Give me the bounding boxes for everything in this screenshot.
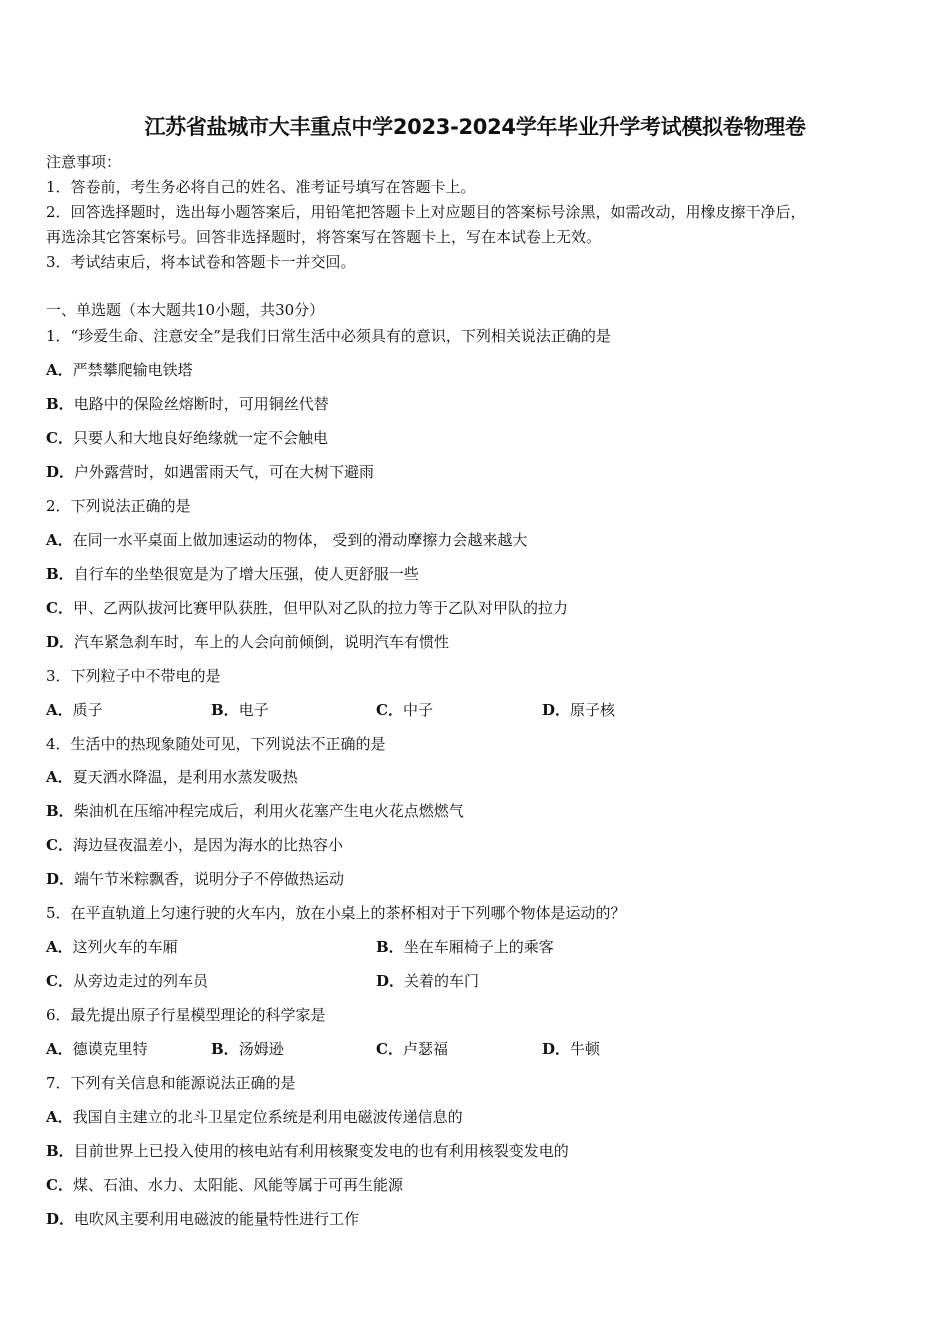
option-label: B． xyxy=(46,395,74,413)
option-text: 海边昼夜温差小，是因为海水的比热容小 xyxy=(72,836,343,854)
option-label: A． xyxy=(46,1040,73,1058)
option-label: D． xyxy=(542,701,571,719)
option-text: 从旁边走过的列车员 xyxy=(72,972,208,990)
option-label: C． xyxy=(376,701,403,719)
question-7-option-b[interactable] xyxy=(46,1141,569,1161)
option-label: B． xyxy=(376,938,404,956)
question-3-option-a[interactable] xyxy=(46,700,103,720)
option-text: 电吹风主要利用电磁波的能量特性进行工作 xyxy=(74,1210,360,1228)
question-7-stem: 7．下列有关信息和能源说法正确的是 xyxy=(46,1074,296,1092)
option-text: 这列火车的车厢 xyxy=(72,938,178,956)
option-label: B． xyxy=(211,1040,239,1058)
question-1-option-d[interactable] xyxy=(46,462,374,482)
option-text: 中子 xyxy=(402,701,433,719)
question-6-option-b[interactable] xyxy=(211,1039,284,1059)
option-text: 目前世界上已投入使用的核电站有利用核聚变发电的也有利用核裂变发电的 xyxy=(73,1142,569,1160)
question-3-option-c[interactable] xyxy=(376,700,433,720)
option-text: 质子 xyxy=(72,701,103,719)
question-6-option-d[interactable] xyxy=(542,1039,600,1059)
question-2-stem: 2．下列说法正确的是 xyxy=(46,497,191,515)
option-text: 煤、石油、水力、太阳能、风能等属于可再生能源 xyxy=(72,1176,403,1194)
page-title: 江苏省盐城市大丰重点中学2023-2024学年毕业升学考试模拟卷物理卷 xyxy=(144,115,806,139)
question-7-option-a[interactable] xyxy=(46,1107,463,1127)
option-text: 汽车紧急刹车时，车上的人会向前倾倒，说明汽车有惯性 xyxy=(74,633,450,651)
question-4-option-d[interactable] xyxy=(46,869,344,889)
option-text: 只要人和大地良好绝缘就一定不会触电 xyxy=(72,429,328,447)
option-text: 户外露营时，如遇雷雨天气，可在大树下避雨 xyxy=(74,463,375,481)
question-2-option-b[interactable] xyxy=(46,564,419,584)
option-label: A． xyxy=(46,361,73,379)
option-text: 我国自主建立的北斗卫星定位系统是利用电磁波传递信息的 xyxy=(72,1108,463,1126)
question-3-option-d[interactable] xyxy=(542,700,615,720)
question-1-option-b[interactable] xyxy=(46,394,329,414)
note-2-continued: 再选涂其它答案标号。回答非选择题时，将答案写在答题卡上，写在本试卷上无效。 xyxy=(46,228,602,246)
option-text: 夏天洒水降温，是利用水蒸发吸热 xyxy=(72,768,298,786)
note-2: 2．回答选择题时，选出每小题答案后，用铅笔把答题卡上对应题目的答案标号涂黑，如需改动，用橡皮擦干净后， xyxy=(46,203,806,221)
question-6-stem: 6．最先提出原子行星模型理论的科学家是 xyxy=(46,1006,326,1024)
question-5-stem: 5．在平直轨道上匀速行驶的火车内，放在小桌上的茶杯相对于下列哪个物体是运动的？ xyxy=(46,904,626,922)
question-7-option-d[interactable] xyxy=(46,1209,359,1229)
question-4-option-b[interactable] xyxy=(46,801,464,821)
option-label: B． xyxy=(46,1142,74,1160)
section-heading: 一、单选题（本大题共10小题，共30分） xyxy=(46,301,325,319)
option-text: 电路中的保险丝熔断时，可用铜丝代替 xyxy=(73,395,329,413)
option-label: A． xyxy=(46,701,73,719)
option-label: C． xyxy=(46,972,73,990)
option-text: 汤姆逊 xyxy=(238,1040,284,1058)
option-text: 端午节米粽飘香，说明分子不停做热运动 xyxy=(74,870,345,888)
option-label: B． xyxy=(211,701,239,719)
option-text: 关着的车门 xyxy=(404,972,480,990)
question-2-option-c[interactable] xyxy=(46,598,568,618)
option-text: 在同一水平桌面上做加速运动的物体， 受到的滑动摩擦力会越来越大 xyxy=(72,531,528,549)
option-label: C． xyxy=(46,599,73,617)
question-6-options xyxy=(46,1039,746,1059)
option-label: C． xyxy=(46,836,73,854)
option-text: 德谟克里特 xyxy=(72,1040,148,1058)
option-label: D． xyxy=(46,463,75,481)
option-text: 严禁攀爬输电铁塔 xyxy=(72,361,193,379)
option-label: B． xyxy=(46,565,74,583)
question-5-option-c[interactable] xyxy=(46,971,208,991)
question-4-stem: 4．生活中的热现象随处可见，下列说法不正确的是 xyxy=(46,735,386,753)
option-text: 柴油机在压缩冲程完成后，利用火花塞产生电火花点燃燃气 xyxy=(73,802,464,820)
option-label: D． xyxy=(46,870,75,888)
option-label: A． xyxy=(46,938,73,956)
option-label: C． xyxy=(46,1176,73,1194)
option-label: D． xyxy=(376,972,405,990)
option-label: A． xyxy=(46,1108,73,1126)
option-label: B． xyxy=(46,802,74,820)
option-label: D． xyxy=(542,1040,571,1058)
question-6-option-a[interactable] xyxy=(46,1039,148,1059)
question-2-option-d[interactable] xyxy=(46,632,449,652)
option-text: 自行车的坐垫很宽是为了增大压强，使人更舒服一些 xyxy=(73,565,419,583)
question-5-options-row-1 xyxy=(46,937,746,957)
option-label: D． xyxy=(46,633,75,651)
question-5-option-d[interactable] xyxy=(376,971,479,991)
question-3-options xyxy=(46,700,746,720)
question-4-option-a[interactable] xyxy=(46,767,298,787)
question-5-options-row-2 xyxy=(46,971,746,991)
option-label: C． xyxy=(376,1040,403,1058)
question-5-option-a[interactable] xyxy=(46,937,178,957)
question-6-option-c[interactable] xyxy=(376,1039,448,1059)
option-text: 卢瑟福 xyxy=(402,1040,448,1058)
question-7-option-c[interactable] xyxy=(46,1175,403,1195)
option-text: 电子 xyxy=(238,701,269,719)
option-text: 原子核 xyxy=(570,701,616,719)
question-3-stem: 3．下列粒子中不带电的是 xyxy=(46,667,221,685)
note-1: 1．答卷前，考生务必将自己的姓名、准考证号填写在答题卡上。 xyxy=(46,178,476,196)
question-4-option-c[interactable] xyxy=(46,835,343,855)
question-5-option-b[interactable] xyxy=(376,937,554,957)
option-text: 牛顿 xyxy=(570,1040,601,1058)
question-1-option-a[interactable] xyxy=(46,360,193,380)
option-text: 坐在车厢椅子上的乘客 xyxy=(403,938,554,956)
option-label: C． xyxy=(46,429,73,447)
option-label: D． xyxy=(46,1210,75,1228)
option-label: A． xyxy=(46,531,73,549)
question-1-stem: 1．“珍爱生命、注意安全”是我们日常生活中必须具有的意识，下列相关说法正确的是 xyxy=(46,327,611,345)
notes-heading: 注意事项： xyxy=(46,153,122,171)
question-3-option-b[interactable] xyxy=(211,700,269,720)
option-label: A． xyxy=(46,768,73,786)
note-3: 3．考试结束后，将本试卷和答题卡一并交回。 xyxy=(46,253,356,271)
question-2-option-a[interactable] xyxy=(46,530,527,550)
question-1-option-c[interactable] xyxy=(46,428,328,448)
option-text: 甲、乙两队拔河比赛甲队获胜，但甲队对乙队的拉力等于乙队对甲队的拉力 xyxy=(72,599,568,617)
